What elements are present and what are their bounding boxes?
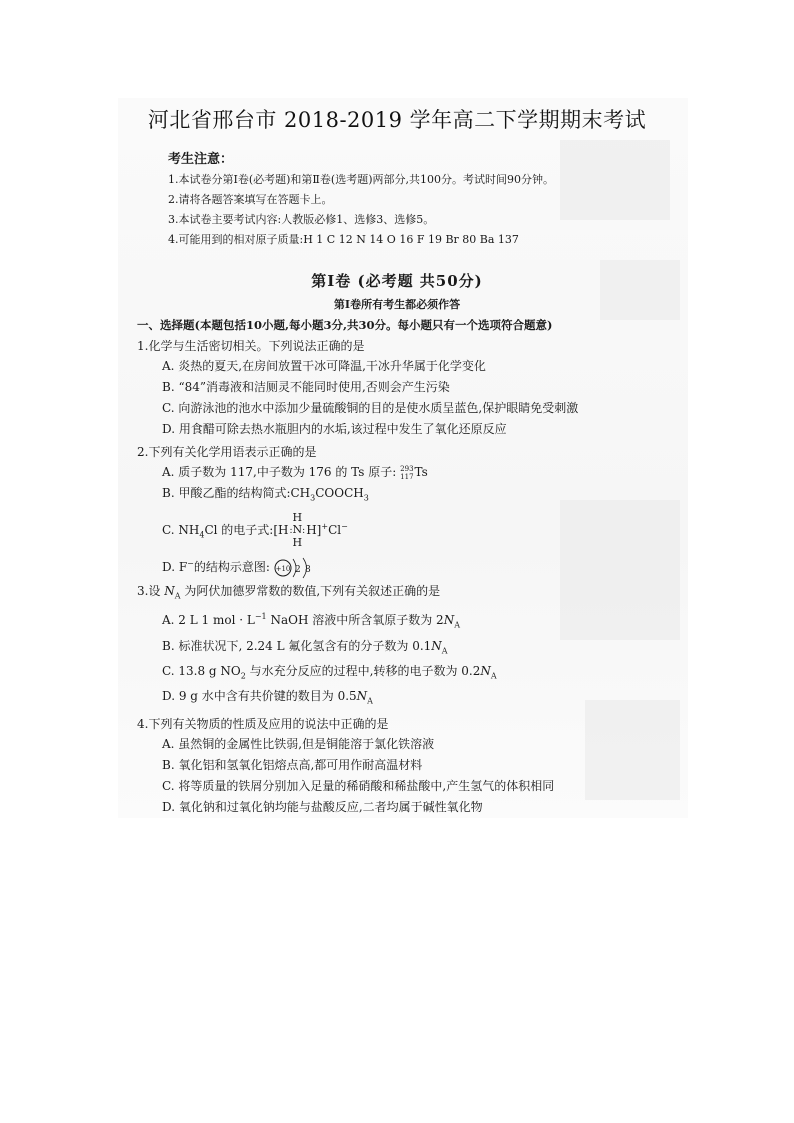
shell-electrons: 8: [304, 564, 311, 575]
part-heading: 一、选择题(本题包括10小题,每小题3分,共30分。每小题只有一个选项符合题意): [137, 318, 553, 332]
stem-text: 为阿伏加德罗常数的数值,下列有关叙述正确的是: [180, 583, 441, 598]
stem-text: 3.设: [137, 583, 165, 598]
subscript: A: [441, 646, 448, 656]
shell-electrons: 2: [294, 564, 301, 575]
option-text: B. 标准状况下, 2.24 L 氟化氢含有的分子数为 0.1: [162, 638, 432, 653]
subscript: 2: [240, 671, 246, 681]
option-text: A. 质子数为 117,中子数为 176 的 Ts 原子:: [162, 465, 397, 479]
question-4: [137, 714, 578, 818]
option-text: C. NH: [162, 523, 200, 538]
option-c: C. 向游泳池的池水中添加少量硫酸铜的目的是使水质呈蓝色,保护眼睛免受刺激: [162, 401, 579, 415]
avogadro-symbol: N: [431, 638, 442, 653]
superscript: +: [321, 522, 329, 532]
option-text: Cl: [328, 523, 342, 538]
center-atom: :N:: [289, 523, 306, 537]
superscript: −: [187, 559, 194, 569]
option-d: D. 用食醋可除去热水瓶胆内的水垢,该过程中发生了氧化还原反应: [162, 422, 507, 436]
avogadro-symbol: N: [480, 664, 491, 679]
superscript: −: [341, 522, 348, 532]
option-text: COOCH: [315, 486, 364, 500]
nucleus-charge: +10: [275, 564, 291, 573]
electron-formula-center: [289, 512, 305, 549]
notice-item: 3.本试卷主要考试内容:人教版必修1、选修3、选修5。: [168, 213, 435, 226]
bottom-atom: H: [292, 536, 303, 550]
subscript: A: [174, 591, 181, 601]
atomic-number: 117: [400, 472, 414, 481]
subscript: A: [454, 620, 460, 630]
option-a: [162, 462, 578, 483]
notice-heading: 考生注意：: [168, 152, 234, 167]
option-c: C. 将等质量的铁屑分别加入足量的稀硝酸和稀盐酸中,产生氢气的体积相同: [162, 778, 555, 793]
option-text: NaOH 溶液中所含氧原子数为 2: [266, 613, 444, 628]
option-a: [162, 606, 578, 635]
exam-title: 河北省邢台市 2018-2019 学年高二下学期期末考试: [147, 108, 647, 132]
avogadro-symbol: N: [164, 583, 175, 598]
section-subtitle: 第Ⅰ卷所有考生都必须作答: [333, 298, 461, 311]
option-text: D. 9 g 水中含有共价键的数目为 0.5: [162, 689, 357, 704]
element-symbol: Ts: [414, 465, 428, 479]
option-b: B. “84”消毒液和洁厕灵不能同时使用,否则会产生污染: [162, 380, 450, 394]
ion-structure-diagram: [274, 557, 318, 579]
subscript: 3: [310, 493, 316, 503]
top-atom: H: [292, 511, 303, 525]
subscript: 4: [199, 530, 205, 540]
question-stem: 1.化学与生活密切相关。下列说法正确的是: [137, 339, 365, 353]
subscript: A: [490, 671, 497, 681]
option-text: 的结构示意图:: [193, 560, 270, 575]
mass-number: 293: [400, 464, 414, 473]
notice-list: [168, 170, 554, 250]
avogadro-symbol: N: [443, 613, 455, 628]
option-text: A. 2 L 1 mol · L: [162, 613, 255, 628]
option-text: Cl 的电子式:[H: [204, 523, 289, 538]
option-text: D. F: [162, 560, 188, 575]
question-stem: [137, 581, 578, 606]
option-text: 与水充分反应的过程中,转移的电子数为 0.2: [245, 664, 481, 679]
section-title: 第Ⅰ卷 (必考题 共50分): [311, 272, 483, 290]
option-c: [162, 512, 578, 549]
option-text: B. 甲酸乙酯的结构简式:CH: [162, 486, 311, 500]
bleed-through-shadow: [585, 700, 680, 800]
question-1: [137, 336, 578, 440]
option-c: [162, 661, 578, 686]
option-b: B. 氧化铝和氢氧化铝熔点高,都可用作耐高温材料: [162, 757, 423, 772]
option-text: C. 13.8 g NO: [162, 664, 241, 679]
question-stem: 2.下列有关化学用语表示正确的是: [137, 445, 317, 459]
avogadro-symbol: N: [356, 689, 368, 704]
subscript: A: [367, 696, 373, 706]
question-stem: 4.下列有关物质的性质及应用的说法中正确的是: [137, 716, 389, 731]
question-3: [137, 581, 578, 712]
option-a: A. 炎热的夏天,在房间放置干冰可降温,干冰升华属于化学变化: [162, 359, 486, 373]
option-b: [162, 636, 578, 661]
option-a: A. 虽然铜的金属性比铁弱,但是铜能溶于氯化铁溶液: [162, 736, 435, 751]
nuclide-notation: [400, 462, 428, 483]
option-text: H]: [306, 523, 322, 538]
notice-item: 2.请将各题答案填写在答题卡上。: [168, 193, 333, 206]
notice-item: 4.可能用到的相对原子质量:H 1 C 12 N 14 O 16 F 19 Br 80 Ba 137: [168, 233, 519, 246]
subscript: 3: [363, 493, 369, 503]
option-b: [162, 483, 578, 508]
notice-item: 1.本试卷分第Ⅰ卷(必考题)和第Ⅱ卷(选考题)两部分,共100分。考试时间90分钟。: [168, 173, 554, 186]
bleed-through-shadow: [560, 140, 670, 220]
option-d: D. 氧化钠和过氧化钠均能与盐酸反应,二者均属于碱性氧化物: [162, 799, 483, 814]
question-2: [137, 442, 578, 579]
superscript: −1: [254, 612, 267, 622]
option-d: [162, 553, 578, 579]
option-d: [162, 686, 578, 711]
question-list: [137, 336, 578, 820]
